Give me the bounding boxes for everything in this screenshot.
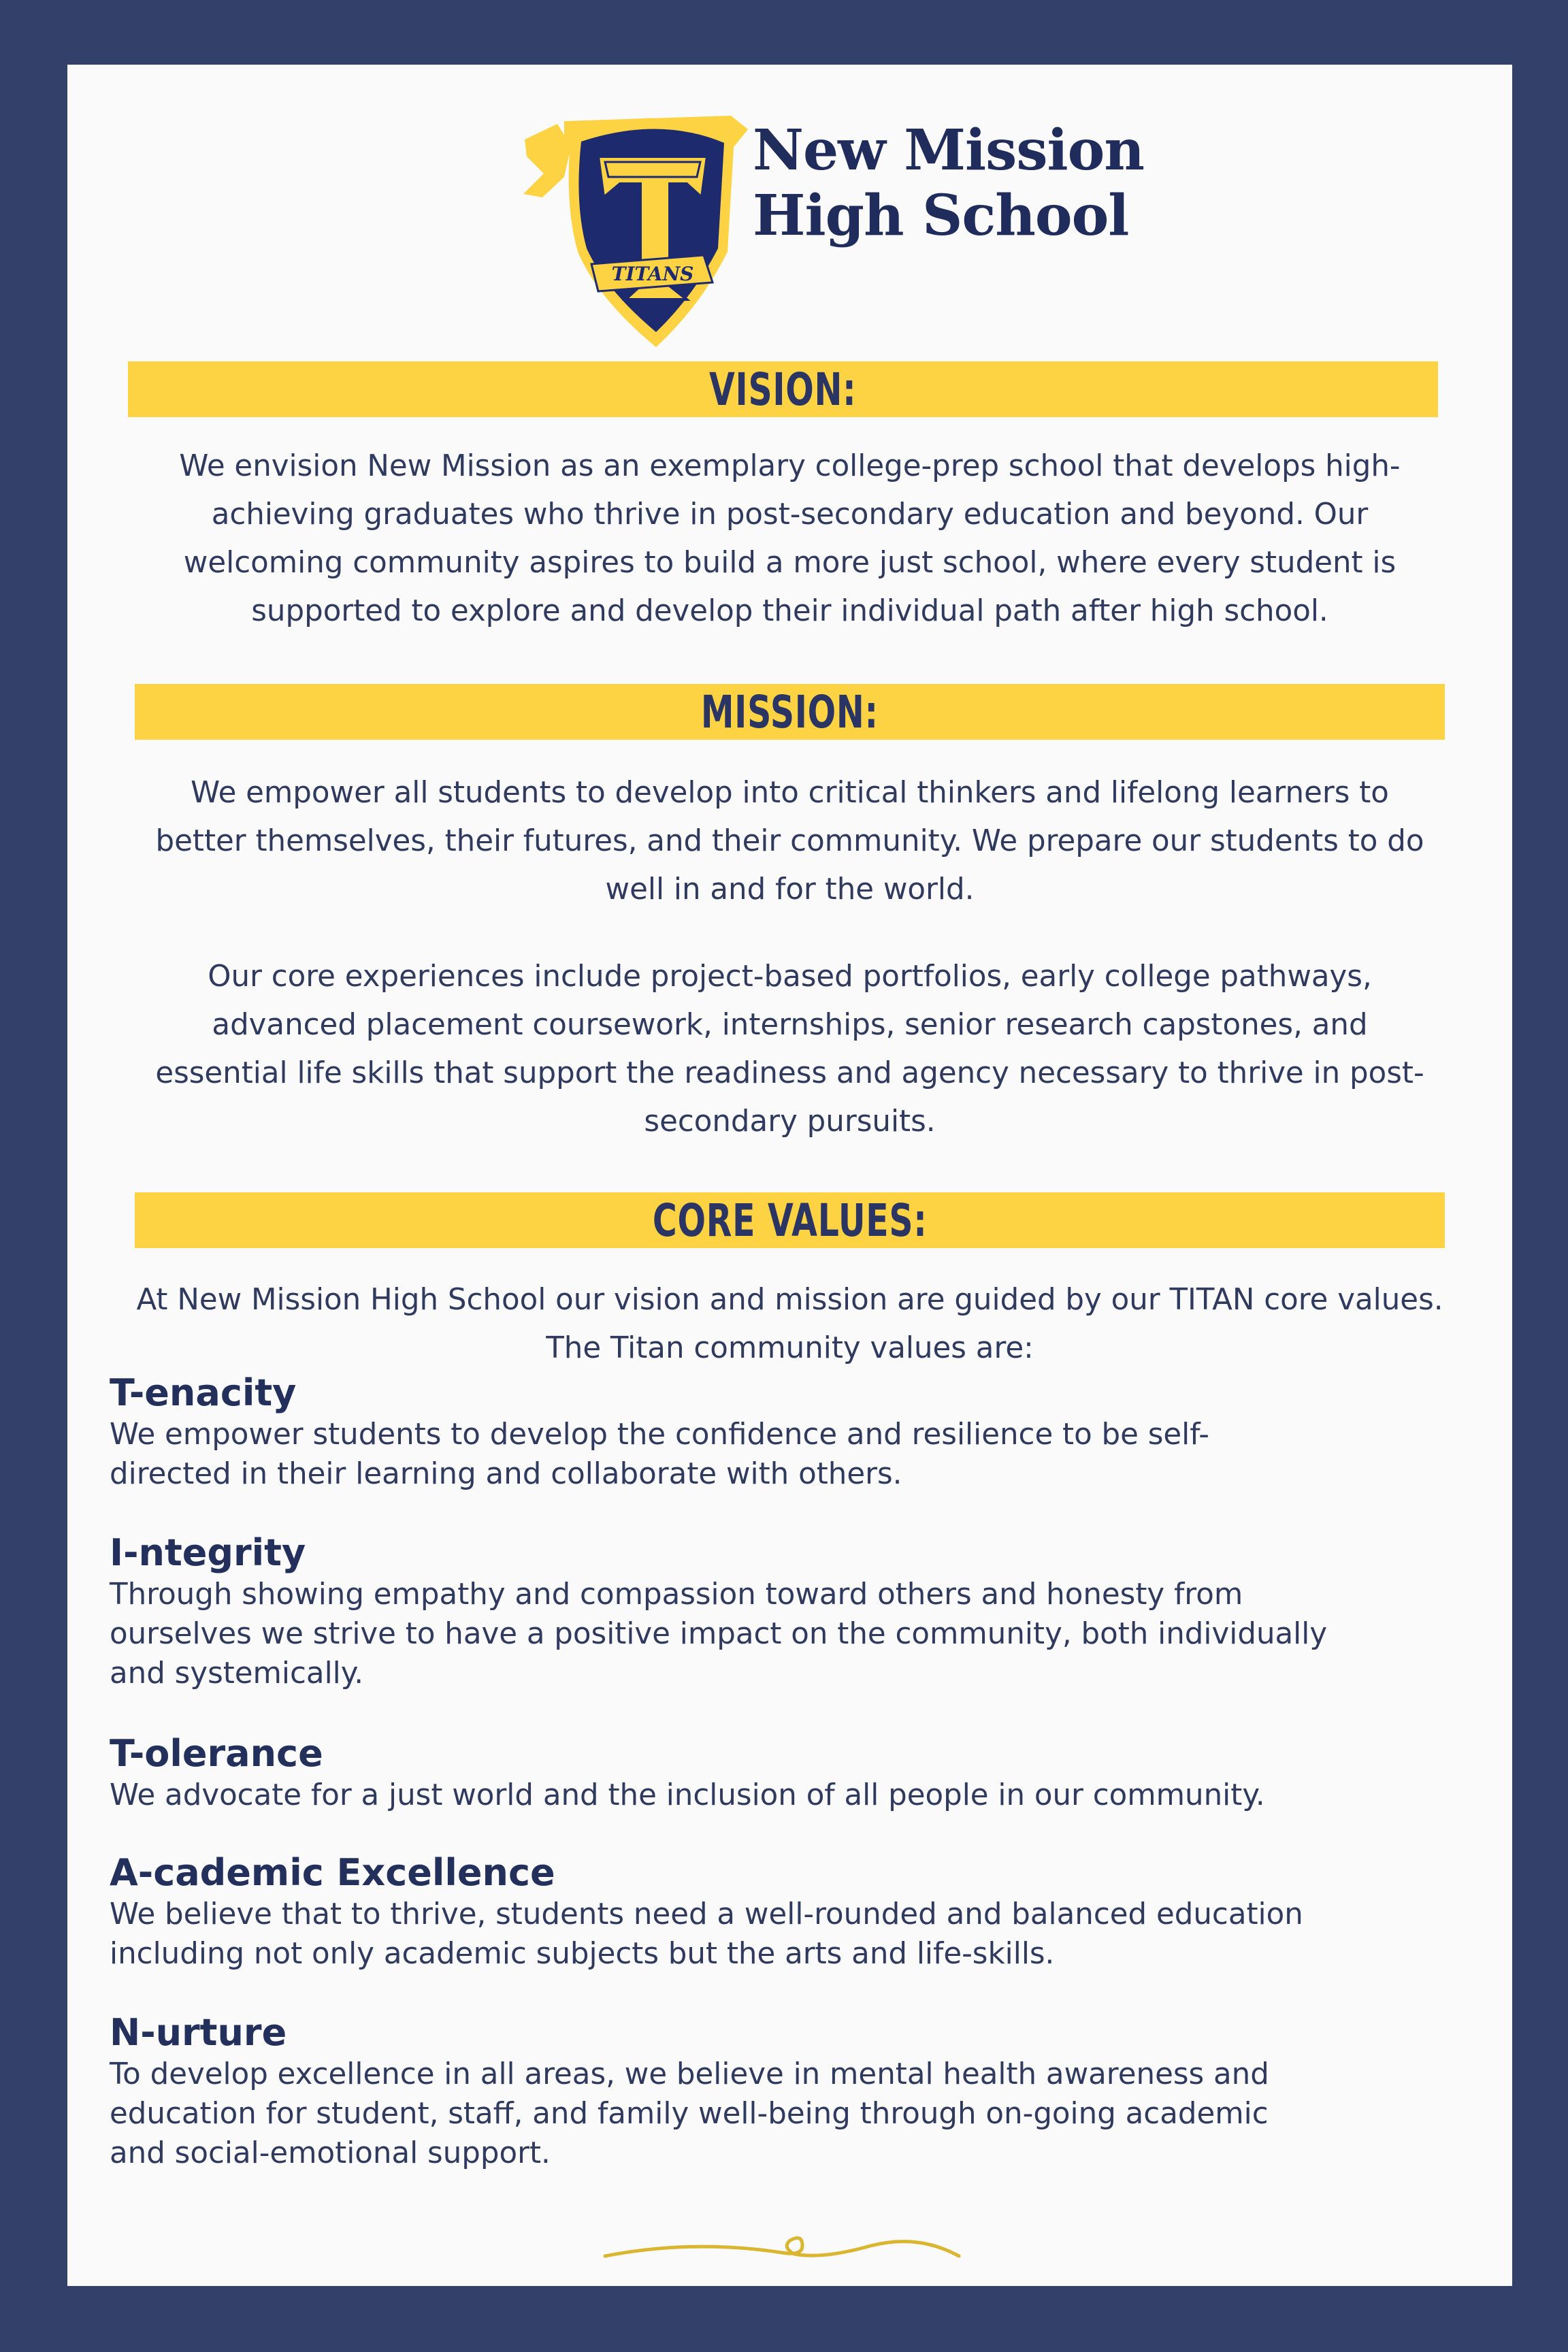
value-line: Through showing empathy and compassion toward others and honesty from	[110, 1578, 1243, 1612]
decorative-flourish-icon	[598, 2225, 966, 2266]
header	[67, 65, 1512, 350]
school-name	[753, 118, 1144, 248]
value-line: including not only academic subjects but the arts and life-skills.	[110, 1937, 1055, 1971]
mission-card	[67, 65, 1512, 2286]
logo-banner-text: TITANS	[611, 263, 694, 285]
value-title: N-urture	[110, 2011, 287, 2054]
vision-line: welcoming community aspires to build a more just school, where every student is	[183, 546, 1396, 580]
value-line: directed in their learning and collaborate with others.	[110, 1457, 902, 1491]
mission-paragraph-1	[67, 769, 1512, 914]
core-values-heading: CORE VALUES:	[652, 1194, 928, 1247]
core-values-intro-line: The Titan community values are:	[546, 1331, 1034, 1365]
core-values-intro	[67, 1276, 1512, 1373]
mission-line: essential life skills that support the readiness and agency necessary to thrive in post-	[155, 1056, 1424, 1090]
value-academic-excellence	[110, 1851, 1498, 1974]
mission-line: secondary pursuits.	[644, 1105, 936, 1139]
value-title: T-olerance	[110, 1732, 323, 1775]
mission-line: advanced placement coursework, internships, senior research capstones, and	[212, 1008, 1368, 1042]
mission-line: well in and for the world.	[605, 872, 975, 906]
value-line: education for student, staff, and family well-being through on-going academic	[110, 2097, 1269, 2131]
mission-line: Our core experiences include project-based portfolios, early college pathways,	[208, 960, 1372, 994]
value-line: We advocate for a just world and the inclusion of all people in our community.	[110, 1778, 1265, 1812]
vision-heading-band	[128, 361, 1438, 417]
value-tolerance	[110, 1732, 1498, 1815]
vision-heading: VISION:	[709, 363, 857, 416]
value-line: We believe that to thrive, students need a well-rounded and balanced education	[110, 1897, 1303, 1931]
mission-line: We empower all students to develop into critical thinkers and lifelong learners to	[191, 776, 1389, 810]
value-title: A-cademic Excellence	[110, 1851, 555, 1894]
value-line: and systemically.	[110, 1656, 364, 1690]
value-title: I-ntegrity	[110, 1531, 306, 1574]
school-name-line2: High School	[753, 183, 1129, 248]
value-line: To develop excellence in all areas, we believe in mental health awareness and	[110, 2057, 1269, 2091]
school-name-line1: New Mission	[753, 118, 1144, 183]
mission-heading: MISSION:	[701, 685, 879, 738]
vision-line: achieving graduates who thrive in post-secondary education and beyond. Our	[211, 497, 1369, 532]
core-values-intro-line: At New Mission High School our vision and mission are guided by our TITAN core values.	[136, 1283, 1443, 1317]
value-title: T-enacity	[110, 1371, 297, 1414]
value-line: and social-emotional support.	[110, 2136, 551, 2170]
value-tenacity	[110, 1371, 1498, 1494]
value-line: We empower students to develop the confidence and resilience to be self-	[110, 1418, 1209, 1452]
core-values-heading-band	[135, 1192, 1445, 1248]
vision-line: supported to explore and develop their individual path after high school.	[251, 594, 1328, 628]
vision-text	[67, 442, 1512, 636]
mission-heading-band	[135, 684, 1445, 740]
mission-paragraph-2	[67, 953, 1512, 1146]
mission-line: better themselves, their futures, and their community. We prepare our students to do	[155, 824, 1424, 858]
value-nurture	[110, 2011, 1498, 2173]
value-integrity	[110, 1531, 1498, 1693]
value-line: ourselves we strive to have a positive impact on the community, both individually	[110, 1617, 1328, 1651]
vision-line: We envision New Mission as an exemplary college-prep school that develops high-	[179, 449, 1401, 483]
